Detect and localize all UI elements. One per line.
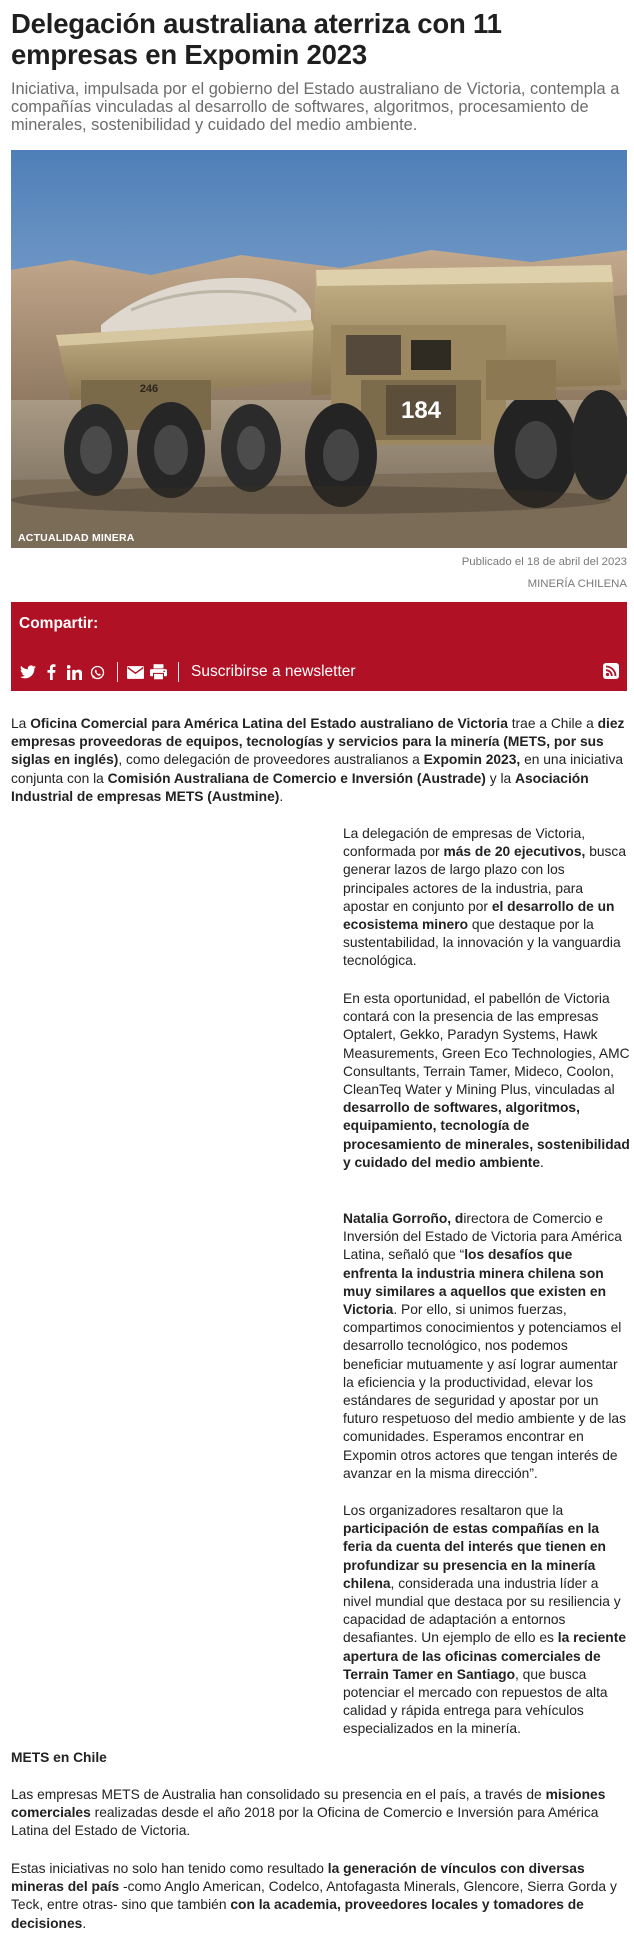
paragraph-initiatives [11, 1860, 626, 1933]
text-run: que destaque por la sustentabilidad, la innovación y la vanguardia tecnológica. [343, 917, 621, 969]
text-run: en una iniciativa conjunta con la [11, 752, 624, 786]
text-run: La [11, 716, 31, 731]
whatsapp-icon[interactable] [88, 663, 106, 681]
article-subtitle: Iniciativa, impulsada por el gobierno del Estado australiano de Victoria, contempla a compañías vinculadas al desarrollo de softwares, algoritmos, procesamiento de minerales, sostenibilidad y cuidado del medio ambiente. [11, 80, 620, 134]
text-run: trae a Chile a [507, 716, 598, 731]
image-caption: ACTUALIDAD MINERA [18, 532, 135, 544]
truck-number-246: 246 [139, 383, 159, 395]
twitter-icon[interactable] [19, 663, 37, 681]
truck-number-184: 184 [400, 397, 442, 424]
publish-date: Publicado el 18 de abril del 2023 [461, 556, 627, 568]
text-run: busca generar lazos de largo plazo con los principales actores de la industria, para apostar en conjunto por [343, 844, 627, 914]
bold-run: Natalia Gorroño, d [343, 1211, 464, 1226]
paragraph-delegation [343, 825, 630, 971]
divider [117, 662, 118, 682]
text-run: . [540, 1154, 544, 1170]
paragraph-mets [11, 1786, 626, 1841]
text-run: . Por ello, si unimos fuerzas, compartimos conocimientos y potenciamos el desarrollo tecnológico, nos podemos beneficiar mutuamente y así lograr aumentar la eficiencia y la productividad, elevar los estándares de seguridad y apostar por un futuro respetuoso del medio ambiente y de las comunidades. Esperamos encontrar en Expomin otros actores que tengan interés de avanzar en la misma dirección”. [343, 1302, 627, 1481]
bold-run: con la academia, proveedores locales y tomadores de decisiones [11, 1897, 584, 1931]
paragraph-organizers [343, 1502, 630, 1739]
section-label: MINERÍA CHILENA [527, 578, 627, 590]
linkedin-icon[interactable] [65, 663, 83, 681]
mining-trucks-photo [11, 150, 627, 548]
text-run: irectora de Comercio e Inversión del Estado de Victoria para América Latina, señaló que “ [343, 1211, 622, 1263]
text-run: La delegación de empresas de Victoria, conformada por [343, 826, 586, 860]
bold-run: la generación de vínculos con diversas mineras del país [11, 1861, 585, 1895]
email-icon[interactable] [126, 663, 144, 681]
paragraph-quote [343, 1210, 630, 1483]
text-run: . [82, 1915, 87, 1931]
text-run: -como Anglo American, Codelco, Antofagasta Minerals, Glencore, Sierra Gorda y Teck, entre otras- sino que también [11, 1879, 617, 1913]
text-run: . [279, 788, 284, 804]
bold-run: Oficina Comercial para América Latina del Estado australiano de Victoria [30, 716, 508, 731]
article-title: Delegación australiana aterriza con 11 empresas en Expomin 2023 [11, 8, 502, 70]
bold-run: misiones comerciales [11, 1787, 606, 1821]
text-run: , como delegación de proveedores australianos a [118, 752, 424, 768]
divider [178, 662, 179, 682]
text-run: Las empresas METS de Australia han consolidado su presencia en el país, a través de [11, 1787, 546, 1802]
share-label: Compartir: [19, 615, 99, 632]
rss-icon[interactable] [603, 663, 619, 679]
lead-paragraph [11, 715, 626, 806]
bold-run: diez empresas proveedoras de equipos, tecnologías y servicios para la minería (METS, por sus siglas en inglés) [11, 716, 625, 768]
bold-run: los desafíos que enfrenta la industria minera chilena son muy similares a aquellos que existen en Victoria [343, 1247, 607, 1318]
bold-run: participación de estas compañías en la feria da cuenta del interés que tienen en profundizar su presencia en la minería chilena [343, 1521, 606, 1591]
bold-run: desarrollo de softwares, algoritmos, equipamiento, tecnología de procesamiento de minerales, sostenibilidad y cuidado del medio ambiente [343, 1100, 630, 1170]
text-run: , considerada una industria líder a nivel mundial que destaca por su resiliencia y capacidad de adaptación a entornos desafiantes. Un ejemplo de ello es [343, 1575, 621, 1646]
bold-run: Comisión Australiana de Comercio e Inversión (Austrade) [107, 770, 486, 786]
paragraph-pavilion [343, 990, 630, 1172]
text-run: En esta oportunidad, el pabellón de Victoria contará con la presencia de las empresas Optalert, Gekko, Paradyn Systems, Hawk Measurements, Green Eco Technologies, AMC Consultants, Terrain Tamer, Mideco, Coolon, CleanTeq Water y Mining Plus, vinculadas al [343, 991, 630, 1098]
text-run: , que busca potenciar el mercado con repuestos de alta calidad y rápida entrega para vehículos especializados en la minería. [343, 1666, 608, 1737]
bold-run: Asociación Industrial de empresas METS (Austmine) [11, 770, 589, 804]
share-bar [11, 602, 627, 691]
hero-image [11, 150, 627, 548]
newsletter-link[interactable]: Suscribirse a newsletter [191, 663, 356, 680]
bold-run: la reciente apertura de las oficinas comerciales de Terrain Tamer en Santiago [343, 1630, 627, 1682]
text-run: Los organizadores resaltaron que la [343, 1503, 564, 1518]
share-icons [19, 662, 356, 682]
bold-run: Expomin 2023, [423, 752, 521, 768]
text-run: realizadas desde el año 2018 por la Oficina de Comercio e Inversión para América Latina del Estado de Victoria. [11, 1805, 599, 1839]
bold-run: más de 20 ejecutivos, [443, 844, 586, 860]
facebook-icon[interactable] [42, 663, 60, 681]
print-icon[interactable] [149, 663, 167, 681]
section-heading: METS en Chile [11, 1750, 107, 1765]
text-run: y la [485, 770, 516, 786]
bold-run: el desarrollo de un ecosistema minero [343, 898, 615, 933]
text-run: Estas iniciativas no solo han tenido como resultado [11, 1861, 328, 1876]
